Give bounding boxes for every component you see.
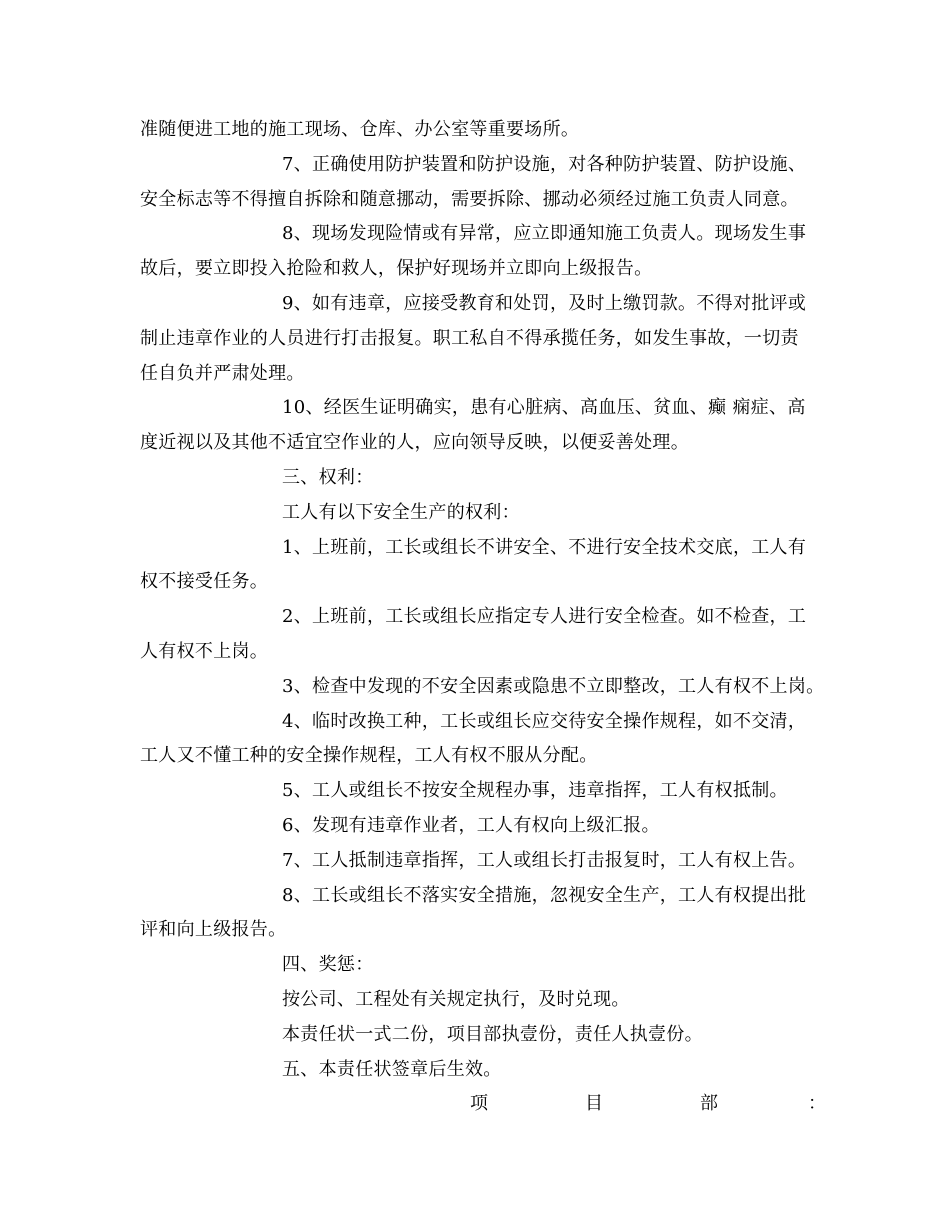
text-line: 5、工人或组长不按安全规程办事，违章指挥，工人有权抵制。 bbox=[282, 780, 788, 801]
text-line: 评和向上级报告。 bbox=[140, 919, 287, 940]
text-line: 本责任状一式二份，项目部执壹份，责任人执壹份。 bbox=[282, 1024, 703, 1045]
text-line: 8、现场发现险情或有异常，应立即通知施工负责人。现场发生事 bbox=[282, 223, 807, 244]
section-heading: 三、权利： bbox=[282, 467, 374, 488]
text-line: 2、上班前，工长或组长应指定专人进行安全检查。如不检查，工 bbox=[282, 606, 807, 627]
text-line: 7、工人抵制违章指挥，工人或组长打击报复时，工人有权上告。 bbox=[282, 850, 807, 871]
text-line: 人有权不上岗。 bbox=[140, 641, 269, 662]
section-heading: 四、奖惩： bbox=[282, 954, 374, 975]
text-line: 3、检查中发现的不安全因素或隐患不立即整改，工人有权不上岗。 bbox=[282, 676, 825, 697]
text-line: 8、工长或组长不落实安全措施，忽视安全生产，工人有权提出批 bbox=[282, 885, 807, 906]
text-line: 9、如有违章，应接受教育和处罚，及时上缴罚款。不得对批评或 bbox=[282, 293, 807, 314]
section-heading: 五、本责任状签章后生效。 bbox=[282, 1059, 502, 1080]
text-line: 工人有以下安全生产的权利： bbox=[282, 502, 520, 523]
text-line: 6、发现有违章作业者，工人有权向上级汇报。 bbox=[282, 815, 660, 836]
text-line: 4、临时改换工种，工长或组长应交待安全操作规程，如不交清， bbox=[282, 711, 807, 732]
text-line: 1、上班前，工长或组长不讲安全、不进行安全技术交底，工人有 bbox=[282, 537, 807, 558]
signature-char: 目 bbox=[585, 1093, 603, 1114]
text-line: 准随便进工地的施工现场、仓库、办公室等重要场所。 bbox=[140, 119, 580, 140]
text-line: 权不接受任务。 bbox=[140, 571, 269, 592]
text-line: 10、经医生证明确实，患有心脏病、高血压、贫血、癫 痫症、高 bbox=[282, 397, 806, 418]
text-line: 7、正确使用防护装置和防护设施，对各种防护装置、防护设施、 bbox=[282, 154, 807, 175]
text-line: 工人又不懂工种的安全操作规程，工人有权不服从分配。 bbox=[140, 745, 598, 766]
text-line: 故后，要立即投入抢险和救人，保护好现场并立即向上级报告。 bbox=[140, 258, 653, 279]
signature-char: 部 bbox=[700, 1093, 718, 1114]
text-line: 制止违章作业的人员进行打击报复。职工私自不得承揽任务，如发生事故，一切责 bbox=[140, 328, 799, 349]
text-line: 安全标志等不得擅自拆除和随意挪动，需要拆除、挪动必须经过施工负责人同意。 bbox=[140, 189, 799, 210]
text-line: 度近视以及其他不适宜空作业的人，应向领导反映，以便妥善处理。 bbox=[140, 432, 689, 453]
text-line: 任自负并严肃处理。 bbox=[140, 363, 305, 384]
text-line: 按公司、工程处有关规定执行，及时兑现。 bbox=[282, 989, 630, 1010]
signature-char: 项 bbox=[470, 1093, 488, 1114]
signature-char: ： bbox=[808, 1093, 826, 1114]
